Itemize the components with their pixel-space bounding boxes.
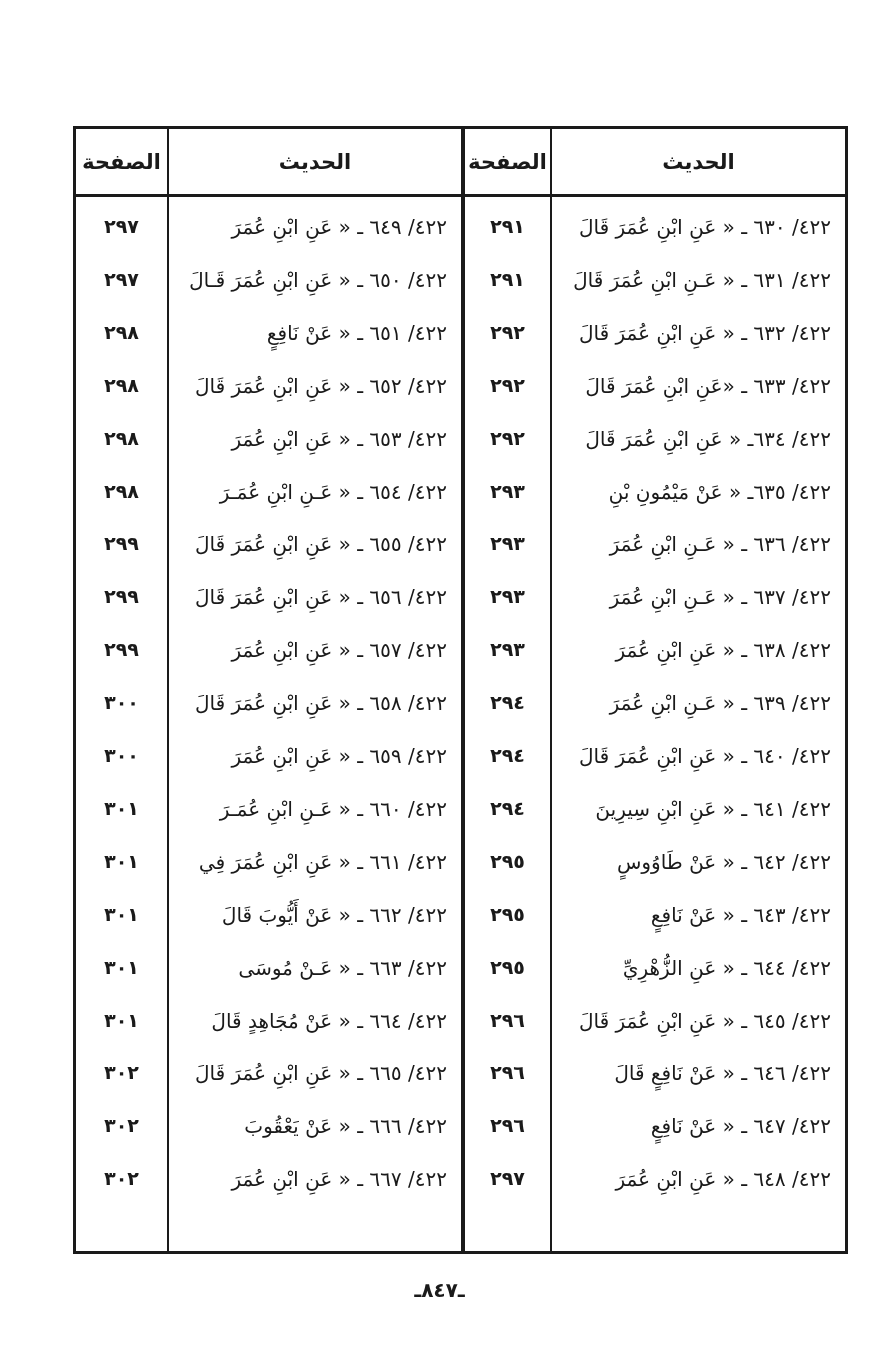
right-hadith-entry: ٤٢٢/ ٦٣٠ ـ « عَنِ ابْنِ عُمَرَ قَالَ (578, 215, 831, 239)
right-hadith-entry: ٤٢٢/ ٦٣٤ـ « عَنِ ابْنِ عُمَرَ قَالَ (585, 427, 831, 451)
left-hadith-entry: ٤٢٢/ ٦٦١ ـ « عَنِ ابْنِ عُمَرَ فِي (198, 850, 447, 874)
left-page-ref: ٢٩٨ (104, 428, 139, 450)
right-page-ref: ٢٩٤ (490, 745, 525, 767)
right-hadith-entry: ٤٢٢/ ٦٤٣ ـ « عَنْ نَافِعٍ (650, 903, 831, 927)
left-page-ref: ٣٠٢ (104, 1168, 139, 1190)
right-hadith-entry: ٤٢٢/ ٦٤٧ ـ « عَنْ نَافِعٍ (650, 1114, 831, 1138)
right-hadith-entry: ٤٢٢/ ٦٤٠ ـ « عَنِ ابْنِ عُمَرَ قَالَ (578, 744, 831, 768)
right-hadith-entry: ٤٢٢/ ٦٣٧ ـ « عَـنِ ابْنِ عُمَرَ (609, 585, 831, 609)
right-page-ref: ٢٩٦ (490, 1115, 525, 1137)
left-hadith-entry: ٤٢٢/ ٦٦٥ ـ « عَنِ ابْنِ عُمَرَ قَالَ (194, 1061, 447, 1085)
right-hadith-entry: ٤٢٢/ ٦٣٩ ـ « عَـنِ ابْنِ عُمَرَ (609, 691, 831, 715)
left-hadith-entry: ٤٢٢/ ٦٦٧ ـ « عَنِ ابْنِ عُمَرَ (231, 1167, 447, 1191)
left-page-ref: ٢٩٨ (104, 481, 139, 503)
right-page-ref: ٢٩٧ (490, 1168, 525, 1190)
right-hadith-entry: ٤٢٢/ ٦٤١ ـ « عَنِ ابْنِ سِيرِينَ (595, 797, 831, 821)
right-page-ref: ٢٩٣ (490, 586, 525, 608)
left-page-ref: ٢٩٩ (104, 586, 139, 608)
right-page-ref: ٢٩٢ (490, 322, 525, 344)
right-page-ref: ٢٩٢ (490, 428, 525, 450)
right-hadith-entry: ٤٢٢/ ٦٣٢ ـ « عَنِ ابْنِ عُمَرَ قَالَ (578, 321, 831, 345)
right-hadith-entry: ٤٢٢/ ٦٣٨ ـ « عَنِ ابْنِ عُمَرَ (615, 638, 831, 662)
left-hadith-entry: ٤٢٢/ ٦٦٦ ـ « عَنْ يَعْقُوبَ (244, 1114, 447, 1138)
right-page-ref: ٢٩٣ (490, 481, 525, 503)
right-page-ref: ٢٩٥ (490, 904, 525, 926)
left-page-ref: ٢٩٧ (104, 269, 139, 291)
right-page-ref: ٢٩٥ (490, 957, 525, 979)
right-page-ref: ٢٩٤ (490, 798, 525, 820)
right-page-ref: ٢٩٥ (490, 851, 525, 873)
left-page-ref: ٣٠٠ (104, 745, 139, 767)
left-hadith-entry: ٤٢٢/ ٦٥٠ ـ « عَنِ ابْنِ عُمَرَ قَـالَ (189, 268, 447, 292)
right-hadith-entry: ٤٢٢/ ٦٤٤ ـ « عَنِ الزُّهْرِيِّ (622, 956, 831, 980)
left-hadith-entry: ٤٢٢/ ٦٥٨ ـ « عَنِ ابْنِ عُمَرَ قَالَ (194, 691, 447, 715)
left-hadith-entry: ٤٢٢/ ٦٥٧ ـ « عَنِ ابْنِ عُمَرَ (231, 638, 447, 662)
left-page-ref: ٣٠٠ (104, 692, 139, 714)
left-page-ref: ٣٠٢ (104, 1062, 139, 1084)
left-page-ref: ٢٩٩ (104, 639, 139, 661)
right-page-ref: ٢٩١ (490, 216, 525, 238)
right-hadith-entry: ٤٢٢/ ٦٣٥ـ « عَنْ مَيْمُونِ بْنِ (608, 480, 831, 504)
right-page-ref: ٢٩٣ (490, 639, 525, 661)
right-hadith-entry: ٤٢٢/ ٦٣١ ـ « عَـنِ ابْنِ عُمَرَ قَالَ (573, 268, 831, 292)
header-left-page: الصفحة (82, 149, 161, 174)
right-hadith-entry: ٤٢٢/ ٦٤٢ ـ « عَنْ طَاوُوسٍ (616, 850, 831, 874)
left-hadith-entry: ٤٢٢/ ٦٥٤ ـ « عَـنِ ابْنِ عُمَـرَ (219, 480, 447, 504)
left-page-ref: ٢٩٩ (104, 533, 139, 555)
left-page-ref: ٢٩٧ (104, 216, 139, 238)
right-hadith-entry: ٤٢٢/ ٦٤٨ ـ « عَنِ ابْنِ عُمَرَ (615, 1167, 831, 1191)
left-hadith-entry: ٤٢٢/ ٦٥١ ـ « عَنْ نَافِعٍ (266, 321, 447, 345)
right-page-ref: ٢٩٦ (490, 1062, 525, 1084)
left-hadith-entry: ٤٢٢/ ٦٥٥ ـ « عَنِ ابْنِ عُمَرَ قَالَ (194, 532, 447, 556)
right-page-ref: ٢٩٣ (490, 533, 525, 555)
left-page-ref: ٣٠١ (104, 957, 139, 979)
right-hadith-entry: ٤٢٢/ ٦٤٦ ـ « عَنْ نَافِعٍ قَالَ (614, 1061, 831, 1085)
left-page-ref: ٢٩٨ (104, 375, 139, 397)
left-hadith-entry: ٤٢٢/ ٦٥٢ ـ « عَنِ ابْنِ عُمَرَ قَالَ (194, 374, 447, 398)
header-left-hadith: الحديث (278, 149, 352, 174)
left-page-ref: ٣٠١ (104, 851, 139, 873)
left-hadith-entry: ٤٢٢/ ٦٥٩ ـ « عَنِ ابْنِ عُمَرَ (231, 744, 447, 768)
left-hadith-entry: ٤٢٢/ ٦٦٢ ـ « عَنْ أَيُّوبَ قَالَ (221, 903, 447, 927)
left-hadith-entry: ٤٢٢/ ٦٤٩ ـ « عَنِ ابْنِ عُمَرَ (231, 215, 447, 239)
right-page-ref: ٢٩٦ (490, 1010, 525, 1032)
right-hadith-entry: ٤٢٢/ ٦٣٦ ـ « عَـنِ ابْنِ عُمَرَ (609, 532, 831, 556)
left-page-ref: ٣٠١ (104, 1010, 139, 1032)
left-page-ref: ٣٠١ (104, 798, 139, 820)
left-page-ref: ٣٠١ (104, 904, 139, 926)
left-hadith-entry: ٤٢٢/ ٦٥٦ ـ « عَنِ ابْنِ عُمَرَ قَالَ (194, 585, 447, 609)
left-hadith-entry: ٤٢٢/ ٦٦٠ ـ « عَـنِ ابْنِ عُمَـرَ (219, 797, 447, 821)
hadith-index-table (73, 126, 848, 1254)
right-page-ref: ٢٩١ (490, 269, 525, 291)
left-hadith-entry: ٤٢٢/ ٦٦٤ ـ « عَنْ مُجَاهِدٍ قَالَ (211, 1009, 447, 1033)
left-page-ref: ٣٠٢ (104, 1115, 139, 1137)
right-hadith-entry: ٤٢٢/ ٦٤٥ ـ « عَنِ ابْنِ عُمَرَ قَالَ (578, 1009, 831, 1033)
header-divider (76, 194, 845, 197)
left-hadith-entry: ٤٢٢/ ٦٥٣ ـ « عَنِ ابْنِ عُمَرَ (231, 427, 447, 451)
right-hadith-entry: ٤٢٢/ ٦٣٣ ـ «عَنِ ابْنِ عُمَرَ قَالَ (585, 374, 831, 398)
left-hadith-entry: ٤٢٢/ ٦٦٣ ـ « عَـنْ مُوسَى (238, 956, 447, 980)
header-right-hadith: الحديث (662, 149, 735, 174)
right-page-ref: ٢٩٢ (490, 375, 525, 397)
header-right-page: الصفحة (468, 149, 547, 174)
page-number: ـ٨٤٧ـ (414, 1278, 465, 1302)
left-page-ref: ٢٩٨ (104, 322, 139, 344)
right-page-ref: ٢٩٤ (490, 692, 525, 714)
